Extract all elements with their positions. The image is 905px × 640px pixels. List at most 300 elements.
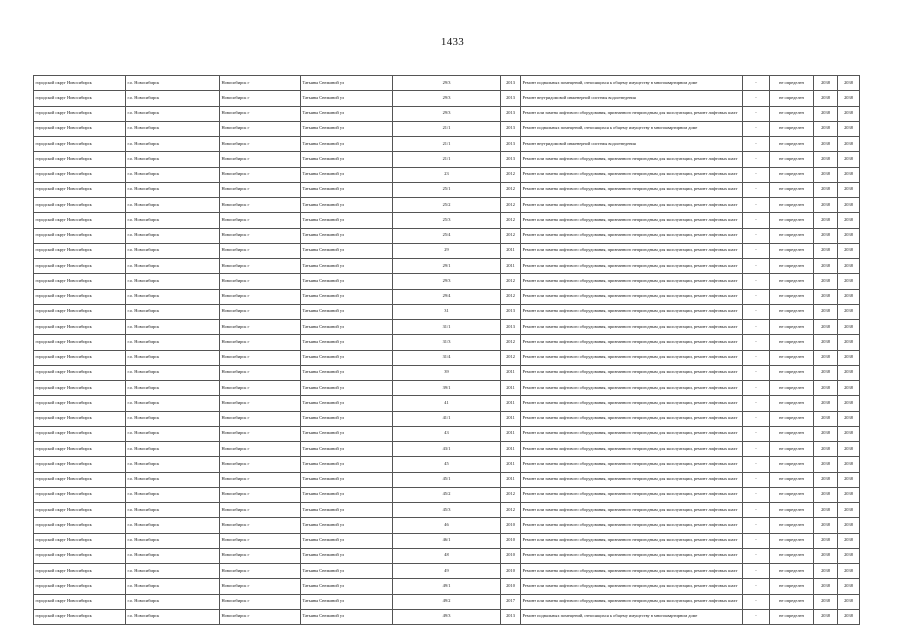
work-type-cell: Ремонт или замена лифтового оборудования, признанного непригодным для эксплуатации, ремонт лифтовых шахт xyxy=(521,304,743,319)
house-number-cell: 49/3 xyxy=(393,609,501,624)
table-row xyxy=(34,442,860,457)
work-type-cell: Ремонт или замена лифтового оборудования, признанного непригодным для эксплуатации, ремонт лифтовых шахт xyxy=(521,564,743,579)
house-number-cell: 39 xyxy=(393,365,501,380)
district-cell: городской округ Новосибирск xyxy=(34,243,126,258)
plan-year-to-cell: 2038 xyxy=(838,335,860,350)
street-cell: Татьяны Снежиной ул xyxy=(301,213,393,228)
commission-year-cell: 2011 xyxy=(501,365,521,380)
dash-cell: - xyxy=(743,381,770,396)
city-cell: Новосибирск г xyxy=(220,259,301,274)
commission-year-cell: 2012 xyxy=(501,503,521,518)
street-cell: Татьяны Снежиной ул xyxy=(301,426,393,441)
table-row xyxy=(34,472,860,487)
work-type-cell: Ремонт или замена лифтового оборудования, признанного непригодным для эксплуатации, ремонт лифтовых шахт xyxy=(521,396,743,411)
status-cell: не определен xyxy=(770,579,814,594)
city-cell: Новосибирск г xyxy=(220,457,301,472)
house-number-cell: 29/3 xyxy=(393,274,501,289)
house-number-cell: 31/1 xyxy=(393,320,501,335)
work-type-cell: Ремонт или замена лифтового оборудования, признанного непригодным для эксплуатации, ремонт лифтовых шахт xyxy=(521,198,743,213)
district-cell: городской округ Новосибирск xyxy=(34,548,126,563)
street-cell: Татьяны Снежиной ул xyxy=(301,335,393,350)
table-row xyxy=(34,396,860,411)
work-type-cell: Ремонт или замена лифтового оборудования, признанного непригодным для эксплуатации, ремонт лифтовых шахт xyxy=(521,487,743,502)
street-cell: Татьяны Снежиной ул xyxy=(301,548,393,563)
plan-year-to-cell: 2038 xyxy=(838,457,860,472)
plan-year-from-cell: 2038 xyxy=(814,411,838,426)
city-cell: Новосибирск г xyxy=(220,167,301,182)
commission-year-cell: 2011 xyxy=(501,381,521,396)
house-number-cell: 31 xyxy=(393,304,501,319)
plan-year-to-cell: 2038 xyxy=(838,503,860,518)
street-cell: Татьяны Снежиной ул xyxy=(301,304,393,319)
plan-year-to-cell: 2038 xyxy=(838,152,860,167)
plan-year-from-cell: 2038 xyxy=(814,518,838,533)
house-number-cell: 29/3 xyxy=(393,106,501,121)
plan-year-to-cell: 2038 xyxy=(838,518,860,533)
district-cell: городской округ Новосибирск xyxy=(34,91,126,106)
plan-year-from-cell: 2038 xyxy=(814,243,838,258)
status-cell: не определен xyxy=(770,503,814,518)
street-cell: Татьяны Снежиной ул xyxy=(301,365,393,380)
table-row xyxy=(34,121,860,136)
district-cell: городской округ Новосибирск xyxy=(34,579,126,594)
commission-year-cell: 2017 xyxy=(501,594,521,609)
dash-cell: - xyxy=(743,320,770,335)
status-cell: не определен xyxy=(770,76,814,91)
house-number-cell: 46/1 xyxy=(393,533,501,548)
plan-year-from-cell: 2038 xyxy=(814,503,838,518)
street-cell: Татьяны Снежиной ул xyxy=(301,381,393,396)
page-number: 1433 xyxy=(440,36,465,48)
table-row xyxy=(34,213,860,228)
dash-cell: - xyxy=(743,579,770,594)
plan-year-from-cell: 2038 xyxy=(814,335,838,350)
municipality-cell: г.о. Новосибирск xyxy=(126,518,220,533)
work-type-cell: Ремонт или замена лифтового оборудования, признанного непригодным для эксплуатации, ремонт лифтовых шахт xyxy=(521,548,743,563)
city-cell: Новосибирск г xyxy=(220,137,301,152)
plan-year-to-cell: 2038 xyxy=(838,381,860,396)
house-number-cell: 31/3 xyxy=(393,335,501,350)
table-row xyxy=(34,228,860,243)
work-type-cell: Ремонт или замена лифтового оборудования, признанного непригодным для эксплуатации, ремонт лифтовых шахт xyxy=(521,243,743,258)
street-cell: Татьяны Снежиной ул xyxy=(301,396,393,411)
table-row xyxy=(34,365,860,380)
status-cell: не определен xyxy=(770,350,814,365)
status-cell: не определен xyxy=(770,289,814,304)
status-cell: не определен xyxy=(770,564,814,579)
district-cell: городской округ Новосибирск xyxy=(34,503,126,518)
dash-cell: - xyxy=(743,259,770,274)
plan-year-from-cell: 2038 xyxy=(814,594,838,609)
municipality-cell: г.о. Новосибирск xyxy=(126,609,220,624)
plan-year-from-cell: 2038 xyxy=(814,304,838,319)
municipality-cell: г.о. Новосибирск xyxy=(126,396,220,411)
house-number-cell: 29/1 xyxy=(393,259,501,274)
dash-cell: - xyxy=(743,76,770,91)
status-cell: не определен xyxy=(770,167,814,182)
district-cell: городской округ Новосибирск xyxy=(34,564,126,579)
commission-year-cell: 2011 xyxy=(501,426,521,441)
commission-year-cell: 2011 xyxy=(501,259,521,274)
plan-year-from-cell: 2038 xyxy=(814,182,838,197)
commission-year-cell: 2010 xyxy=(501,579,521,594)
status-cell: не определен xyxy=(770,182,814,197)
street-cell: Татьяны Снежиной ул xyxy=(301,579,393,594)
district-cell: городской округ Новосибирск xyxy=(34,198,126,213)
street-cell: Татьяны Снежиной ул xyxy=(301,137,393,152)
plan-year-from-cell: 2038 xyxy=(814,442,838,457)
table-row xyxy=(34,533,860,548)
city-cell: Новосибирск г xyxy=(220,152,301,167)
plan-year-from-cell: 2038 xyxy=(814,426,838,441)
district-cell: городской округ Новосибирск xyxy=(34,76,126,91)
district-cell: городской округ Новосибирск xyxy=(34,411,126,426)
status-cell: не определен xyxy=(770,457,814,472)
street-cell: Татьяны Снежиной ул xyxy=(301,106,393,121)
municipality-cell: г.о. Новосибирск xyxy=(126,76,220,91)
commission-year-cell: 2011 xyxy=(501,457,521,472)
plan-year-from-cell: 2038 xyxy=(814,198,838,213)
plan-year-from-cell: 2038 xyxy=(814,91,838,106)
district-cell: городской округ Новосибирск xyxy=(34,320,126,335)
dash-cell: - xyxy=(743,152,770,167)
street-cell: Татьяны Снежиной ул xyxy=(301,91,393,106)
plan-year-to-cell: 2038 xyxy=(838,243,860,258)
city-cell: Новосибирск г xyxy=(220,121,301,136)
table-row xyxy=(34,152,860,167)
work-type-cell: Ремонт или замена лифтового оборудования, признанного непригодным для эксплуатации, ремонт лифтовых шахт xyxy=(521,381,743,396)
work-type-cell: Ремонт или замена лифтового оборудования, признанного непригодным для эксплуатации, ремонт лифтовых шахт xyxy=(521,213,743,228)
municipality-cell: г.о. Новосибирск xyxy=(126,365,220,380)
dash-cell: - xyxy=(743,396,770,411)
status-cell: не определен xyxy=(770,365,814,380)
house-number-cell: 45/1 xyxy=(393,472,501,487)
house-number-cell: 43 xyxy=(393,426,501,441)
commission-year-cell: 2013 xyxy=(501,609,521,624)
work-type-cell: Ремонт или замена лифтового оборудования, признанного непригодным для эксплуатации, ремонт лифтовых шахт xyxy=(521,533,743,548)
house-number-cell: 41 xyxy=(393,396,501,411)
city-cell: Новосибирск г xyxy=(220,426,301,441)
dash-cell: - xyxy=(743,411,770,426)
street-cell: Татьяны Снежиной ул xyxy=(301,472,393,487)
plan-year-from-cell: 2038 xyxy=(814,152,838,167)
status-cell: не определен xyxy=(770,152,814,167)
municipality-cell: г.о. Новосибирск xyxy=(126,335,220,350)
municipality-cell: г.о. Новосибирск xyxy=(126,243,220,258)
plan-year-from-cell: 2038 xyxy=(814,548,838,563)
plan-year-to-cell: 2038 xyxy=(838,472,860,487)
district-cell: городской округ Новосибирск xyxy=(34,137,126,152)
municipality-cell: г.о. Новосибирск xyxy=(126,152,220,167)
table-row xyxy=(34,564,860,579)
status-cell: не определен xyxy=(770,243,814,258)
house-number-cell: 43/1 xyxy=(393,442,501,457)
status-cell: не определен xyxy=(770,548,814,563)
municipality-cell: г.о. Новосибирск xyxy=(126,487,220,502)
commission-year-cell: 2010 xyxy=(501,548,521,563)
house-number-cell: 46 xyxy=(393,518,501,533)
municipality-cell: г.о. Новосибирск xyxy=(126,457,220,472)
commission-year-cell: 2011 xyxy=(501,472,521,487)
city-cell: Новосибирск г xyxy=(220,472,301,487)
dash-cell: - xyxy=(743,457,770,472)
municipality-cell: г.о. Новосибирск xyxy=(126,579,220,594)
dash-cell: - xyxy=(743,137,770,152)
district-cell: городской округ Новосибирск xyxy=(34,228,126,243)
table-row xyxy=(34,411,860,426)
status-cell: не определен xyxy=(770,442,814,457)
city-cell: Новосибирск г xyxy=(220,289,301,304)
district-cell: городской округ Новосибирск xyxy=(34,335,126,350)
commission-year-cell: 2011 xyxy=(501,442,521,457)
dash-cell: - xyxy=(743,167,770,182)
district-cell: городской округ Новосибирск xyxy=(34,167,126,182)
dash-cell: - xyxy=(743,472,770,487)
city-cell: Новосибирск г xyxy=(220,106,301,121)
table-row xyxy=(34,350,860,365)
commission-year-cell: 2010 xyxy=(501,533,521,548)
dash-cell: - xyxy=(743,274,770,289)
street-cell: Татьяны Снежиной ул xyxy=(301,609,393,624)
street-cell: Татьяны Снежиной ул xyxy=(301,289,393,304)
commission-year-cell: 2011 xyxy=(501,411,521,426)
status-cell: не определен xyxy=(770,137,814,152)
plan-year-from-cell: 2038 xyxy=(814,396,838,411)
house-number-cell: 25/3 xyxy=(393,213,501,228)
street-cell: Татьяны Снежиной ул xyxy=(301,594,393,609)
commission-year-cell: 2012 xyxy=(501,213,521,228)
table-row xyxy=(34,76,860,91)
house-number-cell: 41/1 xyxy=(393,411,501,426)
commission-year-cell: 2013 xyxy=(501,304,521,319)
table-row xyxy=(34,487,860,502)
district-cell: городской округ Новосибирск xyxy=(34,472,126,487)
work-type-cell: Ремонт или замена лифтового оборудования, признанного непригодным для эксплуатации, ремонт лифтовых шахт xyxy=(521,274,743,289)
dash-cell: - xyxy=(743,198,770,213)
district-cell: городской округ Новосибирск xyxy=(34,182,126,197)
plan-year-to-cell: 2038 xyxy=(838,213,860,228)
plan-year-from-cell: 2038 xyxy=(814,381,838,396)
plan-year-to-cell: 2038 xyxy=(838,609,860,624)
commission-year-cell: 2012 xyxy=(501,289,521,304)
status-cell: не определен xyxy=(770,426,814,441)
table-row xyxy=(34,289,860,304)
city-cell: Новосибирск г xyxy=(220,335,301,350)
commission-year-cell: 2012 xyxy=(501,487,521,502)
municipality-cell: г.о. Новосибирск xyxy=(126,259,220,274)
house-number-cell: 29/3 xyxy=(393,91,501,106)
municipality-cell: г.о. Новосибирск xyxy=(126,320,220,335)
district-cell: городской округ Новосибирск xyxy=(34,365,126,380)
city-cell: Новосибирск г xyxy=(220,198,301,213)
work-type-cell: Ремонт внутридомовой инженерной системы водоотведения xyxy=(521,137,743,152)
municipality-cell: г.о. Новосибирск xyxy=(126,213,220,228)
street-cell: Татьяны Снежиной ул xyxy=(301,152,393,167)
municipality-cell: г.о. Новосибирск xyxy=(126,182,220,197)
street-cell: Татьяны Снежиной ул xyxy=(301,564,393,579)
dash-cell: - xyxy=(743,594,770,609)
table-row xyxy=(34,381,860,396)
status-cell: не определен xyxy=(770,304,814,319)
city-cell: Новосибирск г xyxy=(220,594,301,609)
house-number-cell: 25/2 xyxy=(393,198,501,213)
city-cell: Новосибирск г xyxy=(220,365,301,380)
table-row xyxy=(34,518,860,533)
dash-cell: - xyxy=(743,548,770,563)
table-row xyxy=(34,106,860,121)
work-type-cell: Ремонт или замена лифтового оборудования, признанного непригодным для эксплуатации, ремонт лифтовых шахт xyxy=(521,350,743,365)
district-cell: городской округ Новосибирск xyxy=(34,259,126,274)
dash-cell: - xyxy=(743,243,770,258)
status-cell: не определен xyxy=(770,335,814,350)
dash-cell: - xyxy=(743,487,770,502)
plan-year-to-cell: 2038 xyxy=(838,594,860,609)
status-cell: не определен xyxy=(770,121,814,136)
status-cell: не определен xyxy=(770,533,814,548)
street-cell: Татьяны Снежиной ул xyxy=(301,487,393,502)
street-cell: Татьяны Снежиной ул xyxy=(301,243,393,258)
status-cell: не определен xyxy=(770,396,814,411)
dash-cell: - xyxy=(743,213,770,228)
municipality-cell: г.о. Новосибирск xyxy=(126,564,220,579)
commission-year-cell: 2012 xyxy=(501,182,521,197)
work-type-cell: Ремонт подвальных помещений, относящихся к общему имуществу в многоквартирном доме xyxy=(521,76,743,91)
plan-year-to-cell: 2038 xyxy=(838,564,860,579)
commission-year-cell: 2012 xyxy=(501,228,521,243)
street-cell: Татьяны Снежиной ул xyxy=(301,518,393,533)
dash-cell: - xyxy=(743,503,770,518)
street-cell: Татьяны Снежиной ул xyxy=(301,228,393,243)
table-row xyxy=(34,259,860,274)
plan-year-to-cell: 2038 xyxy=(838,228,860,243)
commission-year-cell: 2012 xyxy=(501,274,521,289)
city-cell: Новосибирск г xyxy=(220,533,301,548)
work-type-cell: Ремонт или замена лифтового оборудования, признанного непригодным для эксплуатации, ремонт лифтовых шахт xyxy=(521,472,743,487)
municipality-cell: г.о. Новосибирск xyxy=(126,350,220,365)
plan-year-to-cell: 2038 xyxy=(838,320,860,335)
plan-year-from-cell: 2038 xyxy=(814,609,838,624)
plan-year-from-cell: 2038 xyxy=(814,121,838,136)
plan-year-from-cell: 2038 xyxy=(814,259,838,274)
district-cell: городской округ Новосибирск xyxy=(34,442,126,457)
dash-cell: - xyxy=(743,304,770,319)
district-cell: городской округ Новосибирск xyxy=(34,304,126,319)
dash-cell: - xyxy=(743,533,770,548)
plan-year-to-cell: 2038 xyxy=(838,121,860,136)
commission-year-cell: 2013 xyxy=(501,152,521,167)
plan-year-from-cell: 2038 xyxy=(814,564,838,579)
plan-year-from-cell: 2038 xyxy=(814,320,838,335)
city-cell: Новосибирск г xyxy=(220,442,301,457)
status-cell: не определен xyxy=(770,259,814,274)
district-cell: городской округ Новосибирск xyxy=(34,609,126,624)
status-cell: не определен xyxy=(770,91,814,106)
work-type-cell: Ремонт или замена лифтового оборудования, признанного непригодным для эксплуатации, ремонт лифтовых шахт xyxy=(521,182,743,197)
municipality-cell: г.о. Новосибирск xyxy=(126,426,220,441)
commission-year-cell: 2012 xyxy=(501,350,521,365)
table-row xyxy=(34,167,860,182)
table-row xyxy=(34,304,860,319)
city-cell: Новосибирск г xyxy=(220,91,301,106)
table-row xyxy=(34,243,860,258)
street-cell: Татьяны Снежиной ул xyxy=(301,182,393,197)
district-cell: городской округ Новосибирск xyxy=(34,594,126,609)
street-cell: Татьяны Снежиной ул xyxy=(301,259,393,274)
house-number-cell: 49 xyxy=(393,564,501,579)
municipality-cell: г.о. Новосибирск xyxy=(126,442,220,457)
dash-cell: - xyxy=(743,350,770,365)
commission-year-cell: 2011 xyxy=(501,396,521,411)
work-type-cell: Ремонт подвальных помещений, относящихся к общему имуществу в многоквартирном доме xyxy=(521,121,743,136)
city-cell: Новосибирск г xyxy=(220,411,301,426)
work-type-cell: Ремонт или замена лифтового оборудования, признанного непригодным для эксплуатации, ремонт лифтовых шахт xyxy=(521,518,743,533)
work-type-cell: Ремонт или замена лифтового оборудования, признанного непригодным для эксплуатации, ремонт лифтовых шахт xyxy=(521,152,743,167)
plan-year-to-cell: 2038 xyxy=(838,289,860,304)
dash-cell: - xyxy=(743,91,770,106)
district-cell: городской округ Новосибирск xyxy=(34,396,126,411)
street-cell: Татьяны Снежиной ул xyxy=(301,198,393,213)
status-cell: не определен xyxy=(770,320,814,335)
city-cell: Новосибирск г xyxy=(220,243,301,258)
municipality-cell: г.о. Новосибирск xyxy=(126,106,220,121)
city-cell: Новосибирск г xyxy=(220,564,301,579)
house-number-cell: 29/4 xyxy=(393,289,501,304)
street-cell: Татьяны Снежиной ул xyxy=(301,350,393,365)
city-cell: Новосибирск г xyxy=(220,228,301,243)
city-cell: Новосибирск г xyxy=(220,304,301,319)
status-cell: не определен xyxy=(770,381,814,396)
municipality-cell: г.о. Новосибирск xyxy=(126,289,220,304)
municipality-cell: г.о. Новосибирск xyxy=(126,472,220,487)
work-type-cell: Ремонт подвальных помещений, относящихся к общему имуществу в многоквартирном доме xyxy=(521,609,743,624)
street-cell: Татьяны Снежиной ул xyxy=(301,411,393,426)
district-cell: городской округ Новосибирск xyxy=(34,121,126,136)
dash-cell: - xyxy=(743,442,770,457)
table-row xyxy=(34,426,860,441)
dash-cell: - xyxy=(743,564,770,579)
municipality-cell: г.о. Новосибирск xyxy=(126,533,220,548)
district-cell: городской округ Новосибирск xyxy=(34,457,126,472)
dash-cell: - xyxy=(743,228,770,243)
district-cell: городской округ Новосибирск xyxy=(34,426,126,441)
status-cell: не определен xyxy=(770,274,814,289)
plan-year-to-cell: 2038 xyxy=(838,548,860,563)
plan-year-from-cell: 2038 xyxy=(814,228,838,243)
plan-year-from-cell: 2038 xyxy=(814,365,838,380)
status-cell: не определен xyxy=(770,106,814,121)
house-number-cell: 21/1 xyxy=(393,137,501,152)
plan-year-to-cell: 2038 xyxy=(838,304,860,319)
table-row xyxy=(34,320,860,335)
table-row xyxy=(34,198,860,213)
commission-year-cell: 2013 xyxy=(501,76,521,91)
city-cell: Новосибирск г xyxy=(220,609,301,624)
commission-year-cell: 2012 xyxy=(501,198,521,213)
house-number-cell: 49/2 xyxy=(393,594,501,609)
plan-year-to-cell: 2038 xyxy=(838,396,860,411)
table-row xyxy=(34,182,860,197)
work-type-cell: Ремонт или замена лифтового оборудования, признанного непригодным для эксплуатации, ремонт лифтовых шахт xyxy=(521,167,743,182)
municipality-cell: г.о. Новосибирск xyxy=(126,274,220,289)
plan-year-to-cell: 2038 xyxy=(838,182,860,197)
street-cell: Татьяны Снежиной ул xyxy=(301,121,393,136)
work-type-cell: Ремонт внутридомовой инженерной системы водоотведения xyxy=(521,91,743,106)
municipality-cell: г.о. Новосибирск xyxy=(126,304,220,319)
commission-year-cell: 2013 xyxy=(501,91,521,106)
district-cell: городской округ Новосибирск xyxy=(34,350,126,365)
status-cell: не определен xyxy=(770,518,814,533)
district-cell: городской округ Новосибирск xyxy=(34,213,126,228)
